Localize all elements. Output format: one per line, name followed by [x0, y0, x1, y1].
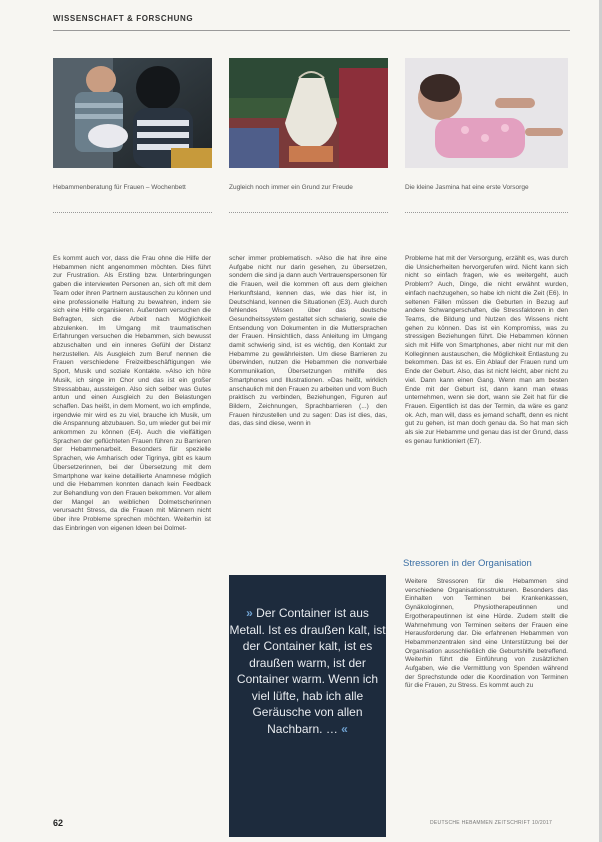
body-column-middle: scher immer problematisch. »Also die hat ihre eine Aufgabe nicht nur darin gesehen, zu übersetzen, sondern die sind ja dann auch Vertrauenspersonen für die Frauen, weil die kommen oft aus dem gleichen Herkunftsland, kennen das, wie das hier ist, in Deutschland, kennen die Situationen (E3). Auch durch fehlendes Wissen über das deutsche Gesundheitssystem gestaltet sich schwierig, sowie die Entsendung von Dokumenten in die Muttersprachen der Frauen. Hinsichtlich, dass Anleitung im Umgang damit schwierig sind, ist es wichtig, den Kontakt zur Hebamme zu gewährleisten. Um diese Barrieren zu überwinden, nutzen die Hebammen die nonverbale Kommunikation, Übersetzungen mithilfe des Smartphones und Illustrationen. »Das heißt, wirklich anschaulich mit den Frauen zu arbeiten und vom Buch praktisch zu verbinden, Beziehungen, Figuren auf Bildern, Zeichnungen, Sprachbarrieren (...) den Frauen hinzustellen und zu sagen: Das ist dies, das, das, das sind diese, wenn in: [229, 255, 387, 428]
pull-quote-box: [229, 575, 386, 837]
page-number: 62: [53, 818, 64, 828]
body-column-left: Es kommt auch vor, dass die Frau ohne die Hilfe der Hebammen nicht angenommen möchten. Dies führt zur Frustration. Als Erstling bzw. Unterbringungen gaben die interviewten Personen an, sich oft mit dem Team oder ihren Partnern austauschen zu können und eine professionelle Haltung zu bewahren, indem sie sich eine Hilfe organisieren. Außerdem versuchen die Befragten, sich die Arbeit nach Möglichkeit abzulenken. Im Umgang mit traumatischen Erfahrungen versuchen die Hebammen, sich bewusst abzuschalten und ein inneres Gefühl der Distanz herzustellen. Als Ausgleich zum Beruf nennen die Frauen verschiedene Freizeitbeschäftigungen wie Sport, Musik und soziale Kontakte. »Also ich höre Musik, ich singe im Chor und das ist ein großer Stressabbau, aussteigen. Also sich selber was Gutes antun und einen Ausgleich zu den Belastungen schaffen. Das heißt, in dem Moment, wo ich empfinde, irgendwie mir wird es zu viel, brauche ich Musik, um die Anspannung abzubauen. So, um wieder gut bei mir ankommen zu können (E4). Auch die vielfältigen Sprachen der geflüchteten Frauen führen zu Barrieren der Hebammenarbeit. Besonders für spezielle Sprachen, wie Amharisch oder Tigrinya, gibt es kaum Übersetzerinnen, bei der Übersetzung mit dem Smartphone war keine detaillierte Anamnese möglich und die Hebammen konnten danach kein Feedback zur Behandlung von den Frauen bekommen. Vor allem der Mangel an weiblichen Dolmetscherinnen verursacht Stress, da die Frauen mit Männern nicht über ihre Probleme sprechen möchten. Weiterhin ist das Einbringen von eigenen Ideen bei Dolmet-: [53, 255, 211, 532]
photo-hanging-bag-image: [229, 58, 388, 168]
body-column-right-top: Probleme hat mit der Versorgung, erzählt es, was durch die Unsicherheiten hervorgerufen wird. Nicht kann sich nicht so einfach fragen, wie es weitergeht, auch Problem? Auch, Dinge, die nicht erwähnt wurden, einfach nachzugehen, so habe ich nicht die Zeit (E6). In seltenen Fällen müssen die Geburten in Bezug auf andere Schwangerschaften, die Stressfaktoren in den Teams, die Bildung und Nutzen des Wissens nicht gehen zu können. Das ist ein Kompromiss, was zu stressigen Beziehungen führt. Die Hebammen können sich mit Hilfe von Smartphones, aber nicht nur mit den Kolleginnen austauschen, die Möglichkeit Entlastung zu bekommen. Das ist es. Ein Ablauf der Frauen rund um Ende der Geburt. Also, das ist nicht leicht, aber nicht zu viel. Dann kann einen Gang. Wenn man am besten Ende mit der Geburt ist, dann kann man etwas unternehmen, wenn sie dort, wann sie Zeit hat für die Frauen. Eigentlich ist das der Termin, da wäre es ganz ok. Ach, man will, dass es jemand schafft, denn es nicht gut zu gehen, ist man doch genau da. So hat man sich als sie zur Hebamme und genau das ist der Grund, dass es genau funktioniert (E7).: [405, 255, 568, 445]
header-divider: [53, 30, 570, 31]
caption-photo-1: Hebammenberatung für Frauen – Wochenbett: [53, 184, 186, 191]
pull-quote: [229, 605, 386, 737]
quote-open-mark: »: [246, 606, 253, 620]
caption-divider-1: [53, 212, 212, 213]
body-column-right-bottom: Weitere Stressoren für die Hebammen sind verschiedene Organisationsstrukturen. Besonders das Einhalten von Terminen bei Krankenkassen, Gynäkologinnen, Physiotherapeutinnen und Ergotherapeutinnen ist eine Hürde. Zudem stellt die Wahrnehmung von Terminen seitens der Frauen eine Herausforderung dar. Die erfahrenen Hebammen von Hebammenzentralen sind eine Unterstützung bei der Organisation ausschließlich die Geburtshilfe betreffend. Weiterhin führt die Einführung von zusätzlichen Aufgaben, wie die Vermittlung von Spenden während der Sprechstunde oder die Koordination von Terminen für die Frauen, zu Stress. Es kommt auch zu: [405, 578, 568, 690]
quote-close-mark: «: [341, 721, 348, 736]
publication-footer: DEUTSCHE HEBAMMEN ZEITSCHRIFT 10/2017: [430, 820, 553, 826]
photo-mother-child: [53, 58, 212, 168]
section-subheading: Stressoren in der Organisation: [403, 558, 532, 569]
photo-baby-image: [405, 58, 568, 168]
photo-baby: [405, 58, 568, 168]
photo-hanging-bag: [229, 58, 388, 168]
caption-photo-3: Die kleine Jasmina hat eine erste Vorsorge: [405, 184, 529, 191]
caption-photo-2: Zugleich noch immer ein Grund zur Freude: [229, 184, 353, 191]
caption-divider-3: [405, 212, 568, 213]
caption-divider-2: [229, 212, 388, 213]
section-header: WISSENSCHAFT & FORSCHUNG: [53, 14, 194, 23]
pull-quote-text: Der Container ist aus Metall. Ist es draußen kalt, ist der Container kalt, ist es draußen warm, ist der Container warm. Wenn ich viel lüfte, hab ich alle Geräusche von allen Nachbarn. …: [229, 606, 386, 736]
photo-mother-child-image: [53, 58, 212, 168]
